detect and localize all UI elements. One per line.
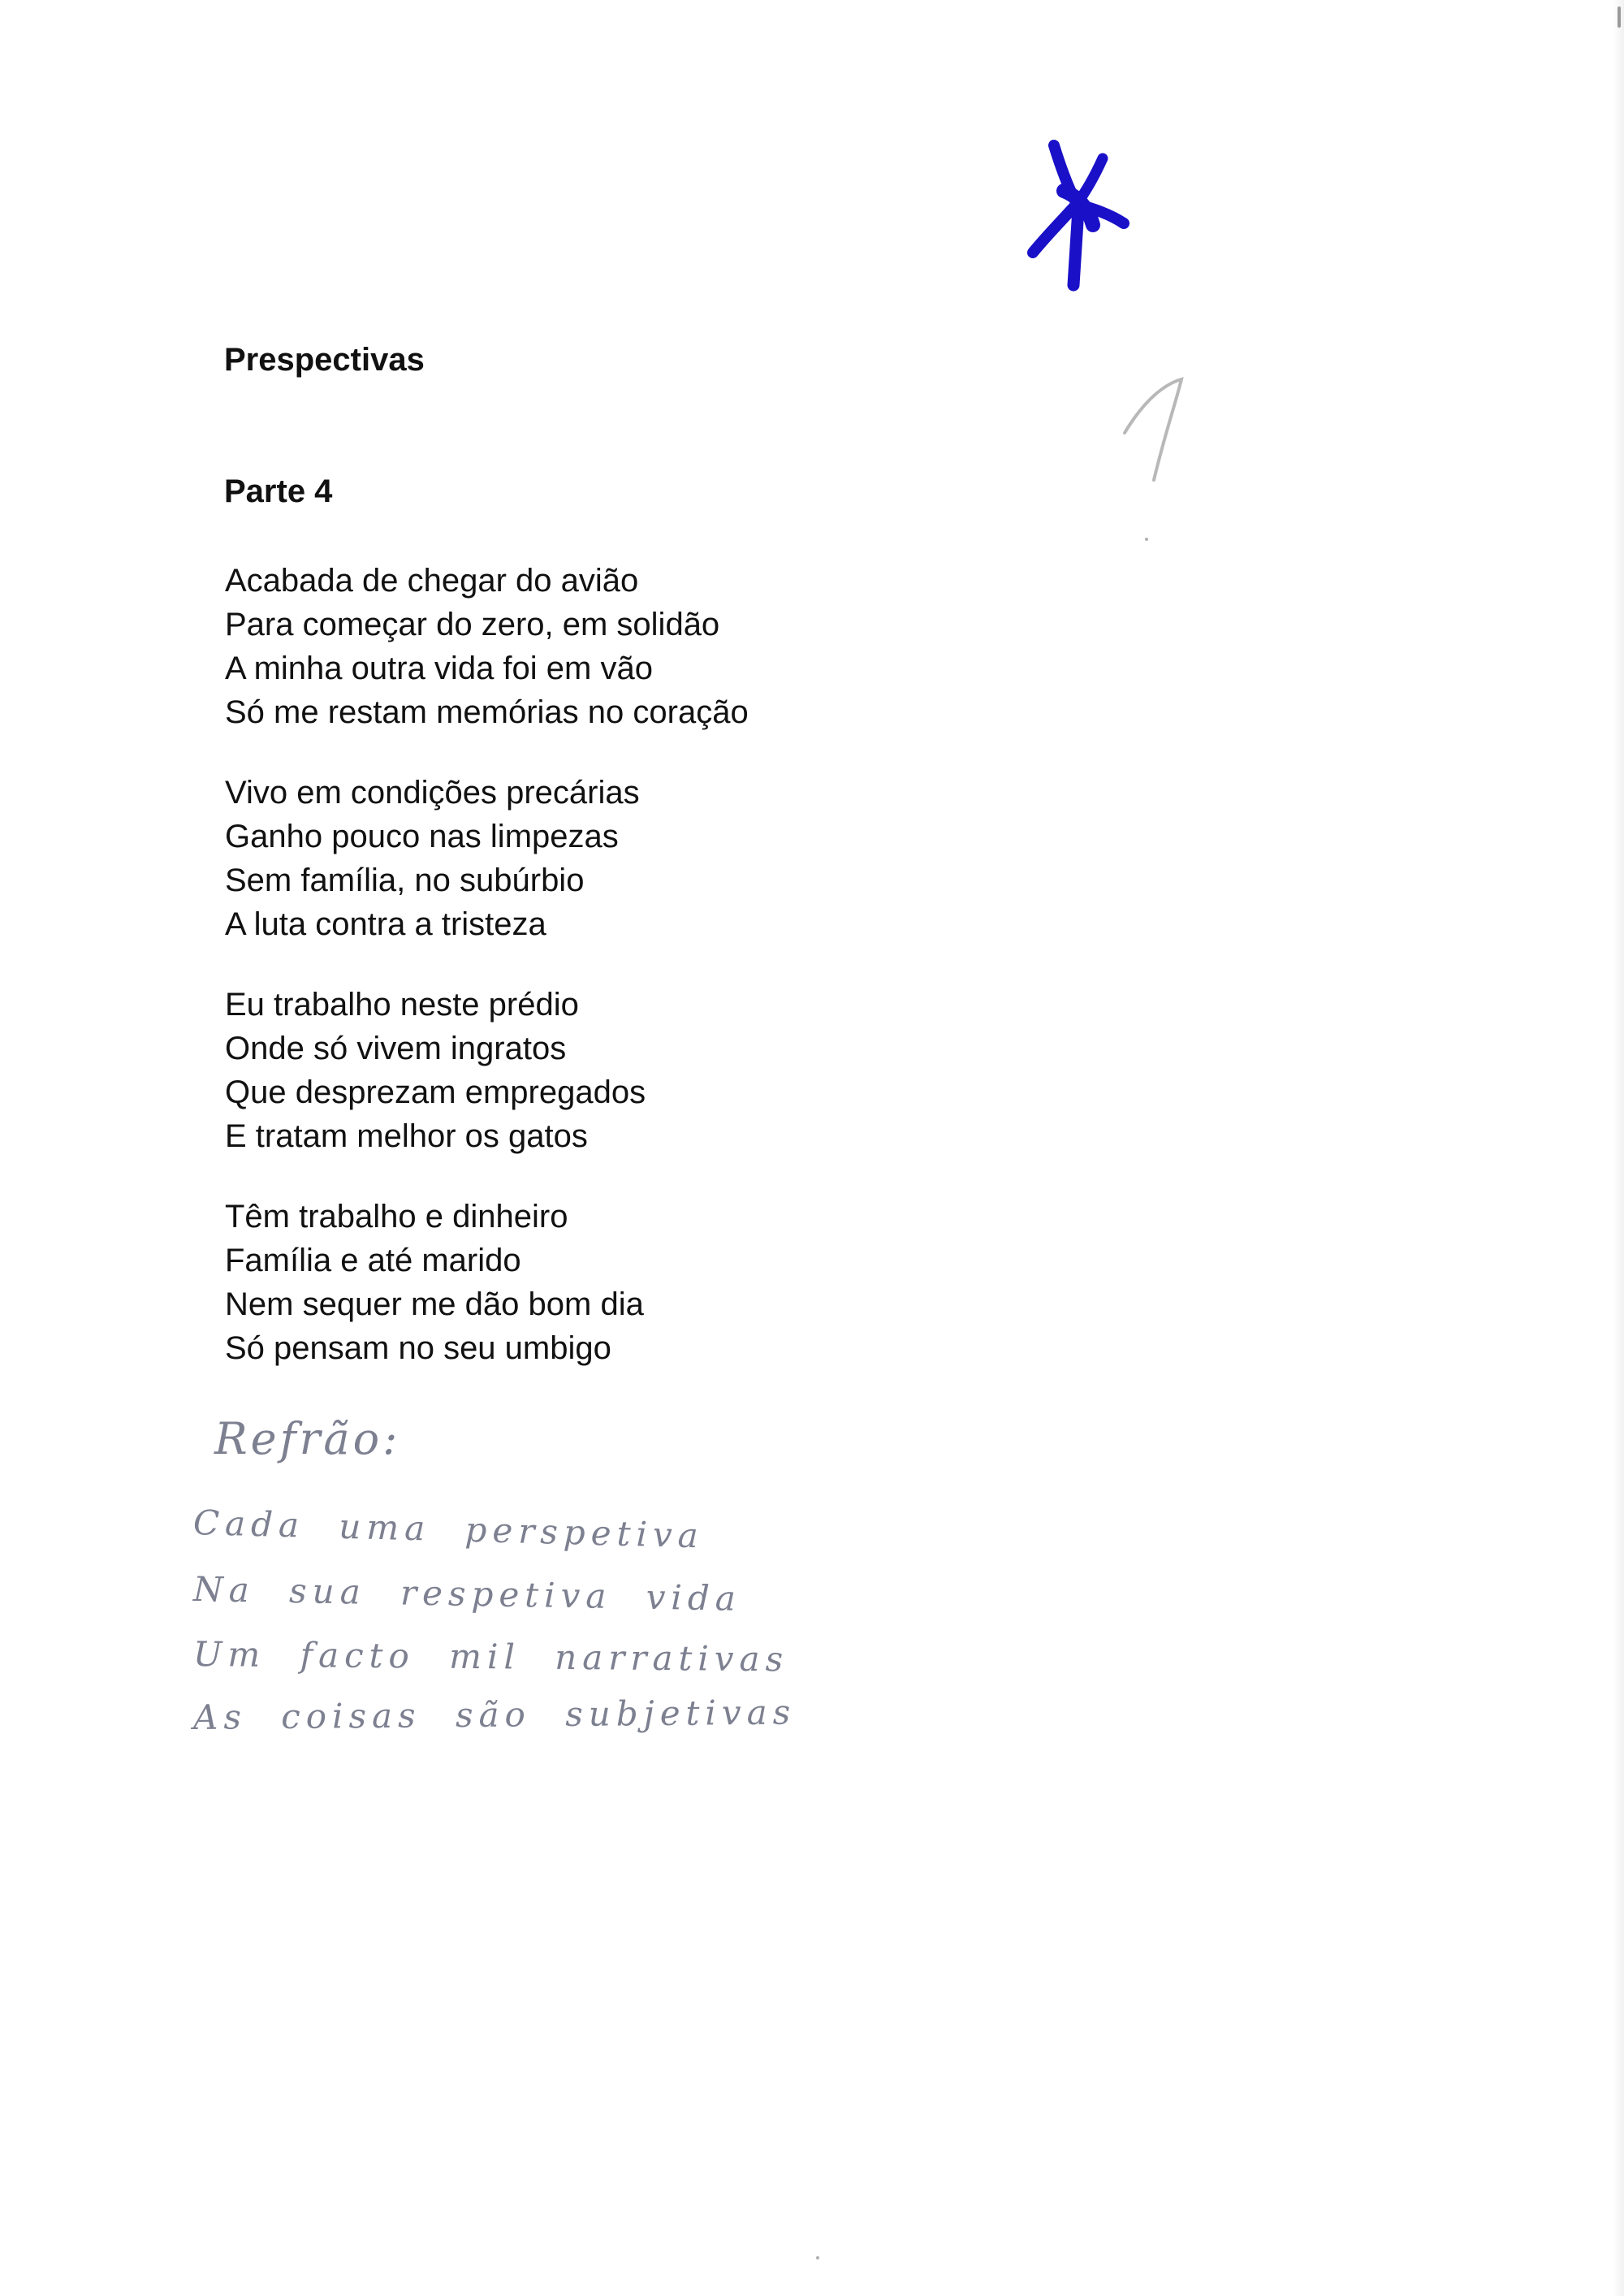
poem-line: Acabada de chegar do avião xyxy=(225,563,639,599)
poem-line: Eu trabalho neste prédio xyxy=(225,987,579,1023)
document-title: Prespectivas xyxy=(224,342,425,378)
refrain-line: As coisas são subjetivas xyxy=(192,1692,797,1737)
pencil-question-mark-icon xyxy=(1108,370,1206,548)
poem-line: A luta contra a tristeza xyxy=(225,906,546,942)
poem-line: Só me restam memórias no coração xyxy=(225,694,749,730)
poem-line: Onde só vivem ingratos xyxy=(225,1031,567,1066)
refrain-line: Cada uma perspetiva xyxy=(192,1503,705,1556)
poem-line: Sem família, no subúrbio xyxy=(225,863,585,898)
stanza xyxy=(225,983,749,1158)
poem-line: Que desprezam empregados xyxy=(225,1074,646,1110)
scan-edge xyxy=(1613,0,1624,2296)
refrain-line: Um facto mil narrativas xyxy=(192,1634,789,1680)
poem-line: A minha outra vida foi em vão xyxy=(225,651,653,686)
poem-line: Ganho pouco nas limpezas xyxy=(225,819,619,854)
poem-line: E tratam melhor os gatos xyxy=(225,1118,588,1154)
poem-line: Para começar do zero, em solidão xyxy=(225,607,720,642)
stanza xyxy=(225,771,749,946)
scan-speck xyxy=(816,2256,819,2259)
part-heading: Parte 4 xyxy=(224,473,333,509)
poem-line: Nem sequer me dão bom dia xyxy=(225,1286,644,1322)
stanza xyxy=(225,559,749,734)
poem-line: Vivo em condições precárias xyxy=(225,775,640,811)
poem-line: Têm trabalho e dinheiro xyxy=(225,1199,568,1234)
poem-line: Família e até marido xyxy=(225,1243,521,1278)
scan-edge-mark xyxy=(1618,6,1621,28)
poem-line: Só pensam no seu umbigo xyxy=(225,1330,611,1366)
pencil-dot xyxy=(1145,538,1148,541)
hand-drawn-star-icon xyxy=(1015,134,1137,296)
handwritten-refrain xyxy=(192,1413,797,1771)
refrain-label: Refrão: xyxy=(214,1413,401,1464)
refrain-line: Na sua respetiva vida xyxy=(192,1569,742,1619)
poem-body xyxy=(225,559,749,1407)
stanza xyxy=(225,1195,749,1370)
